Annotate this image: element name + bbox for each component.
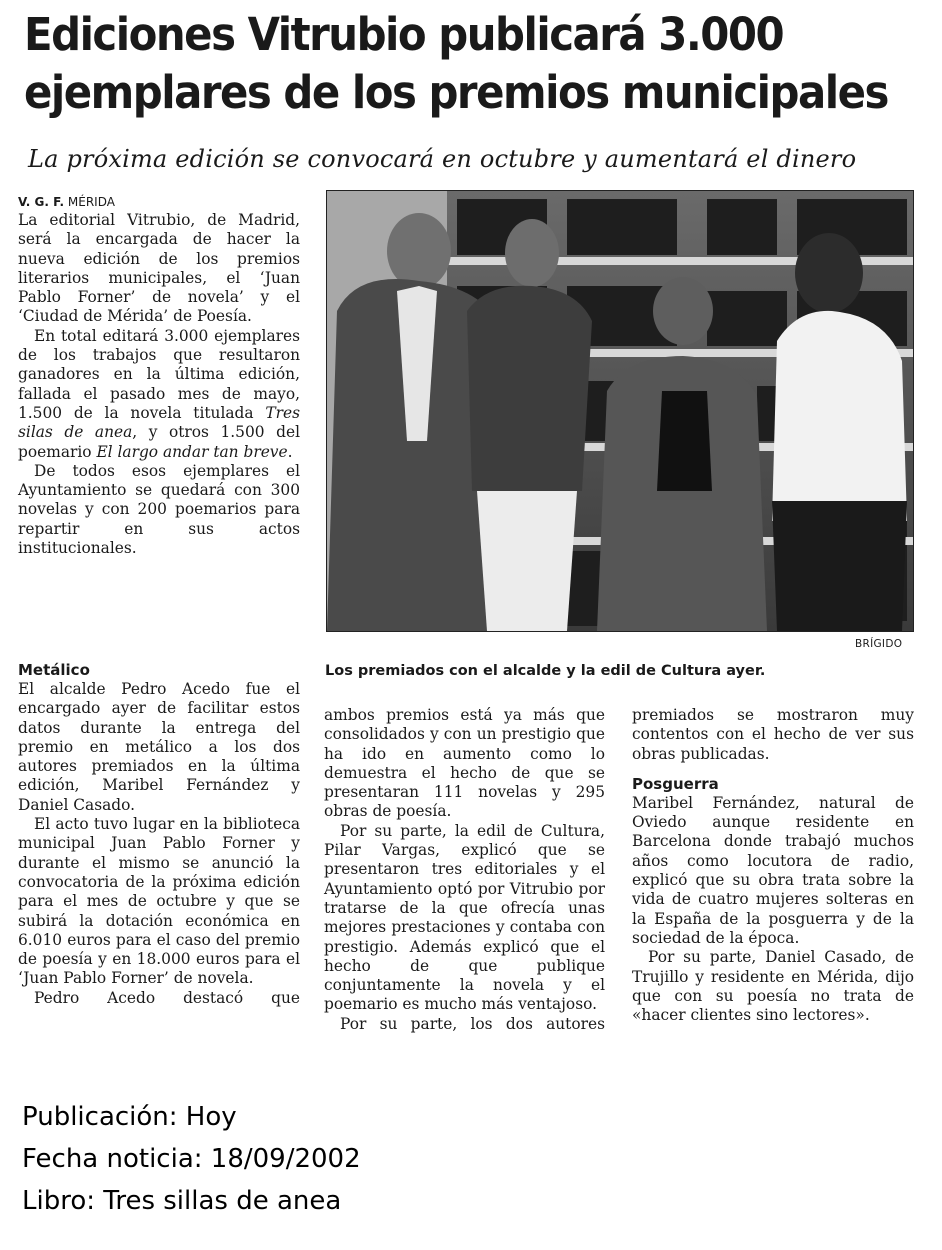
publication-label: Publicación: Hoy: [22, 1102, 237, 1132]
paragraph: En total editará 3.000 ejemplares de los trabajos que resultaron ganadores en la última edición, fallada el pasado mes de mayo, 1.500 de la novela titulada Tres silas de anea, y otros 1.500 del poemario El largo andar tan breve.: [18, 326, 300, 461]
article-column-3: [632, 706, 914, 1025]
byline-author: V. G. F.: [18, 195, 65, 209]
paragraph: El acto tuvo lugar en la biblioteca municipal Juan Pablo Forner y durante el mismo se anunció la convocatoria de la próxima edición para el mes de octubre y que se subirá la dotación económica en 6.010 euros para el caso del premio de poesía y en 18.000 euros para el ‘Juan Pablo Forner’ de novela.: [18, 815, 300, 988]
byline-location: MÉRIDA: [67, 195, 115, 209]
paragraph: Por su parte, la edil de Cultura, Pilar Vargas, explicó que se presentaron tres editoriales y el Ayuntamiento optó por Vitrubio por tratarse de la que ofrecía unas mejores prestaciones y contaba con prestigio. Además explicó que el hecho de que publique conjuntamente la novela y el poemario es mucho más ventajoso.: [324, 821, 605, 1014]
news-date-label: Fecha noticia: 18/09/2002: [22, 1144, 361, 1174]
paragraph: El alcalde Pedro Acedo fue el encargado ayer de facilitar estos datos durante la entrega del premio en metálico a los dos autores premiados en la última edición, Maribel Fernández y Daniel Casado.: [18, 680, 300, 814]
paragraph: Maribel Fernández, natural de Oviedo aunque residente en Barcelona donde trabajó muchos años como locutora de radio, explicó que su obra trata sobre la vida de cuatro mujeres solteras en la España de la posguerra y de la sociedad de la época.: [632, 793, 914, 947]
paragraph: Pedro Acedo destacó que: [34, 988, 300, 1007]
headline-line-2: ejemplares de los premios municipales: [24, 66, 888, 119]
section-heading-metalico: Metálico: [18, 661, 90, 679]
photo-credit: BRÍGIDO: [855, 638, 903, 650]
paragraph: De todos esos ejemplares el Ayuntamiento se quedará con 300 novelas y con 200 poemarios para repartir en sus actos institucionales.: [18, 461, 300, 558]
headline-line-1: Ediciones Vitrubio publicará 3.000: [24, 8, 784, 61]
subheadline: La próxima edición se convocará en octubre y aumentará el dinero: [28, 145, 857, 173]
byline: [18, 193, 300, 211]
article-photo: [326, 190, 914, 632]
paragraph: premiados se mostraron muy contentos con el hecho de ver sus obras publicadas.: [632, 706, 914, 763]
novel-title: Tres silas de anea: [18, 403, 300, 442]
article-column-1-top: [18, 193, 300, 558]
photo-caption: Los premiados con el alcalde y la edil de Cultura ayer.: [325, 663, 766, 679]
poetry-title: El largo andar tan breve: [96, 442, 288, 461]
article-column-2: [324, 706, 605, 1034]
paragraph: Por su parte, los dos autores: [340, 1014, 605, 1033]
section-heading-posguerra: Posguerra: [632, 774, 719, 793]
paragraph: ambos premios está ya más que consolidados y con un prestigio que ha ido en aumento como lo demuestra el hecho de que se presentaran 111 novelas y 295 obras de poesía.: [324, 706, 605, 821]
paragraph: La editorial Vitrubio, de Madrid, será la encargada de hacer la nueva edición de los premios literarios municipales, el ‘Juan Pablo Forner’ de novela’ y el ‘Ciudad de Mérida’ de Poesía.: [18, 211, 300, 326]
headline: [24, 6, 888, 122]
photo-illustration: [327, 191, 913, 631]
paragraph: Por su parte, Daniel Casado, de Trujillo y residente en Mérida, dijo que con su poesía no trata de «hacer clientes sino lectores».: [632, 948, 914, 1025]
book-label: Libro: Tres sillas de anea: [22, 1186, 342, 1216]
article-column-1-bottom: [18, 660, 300, 1008]
